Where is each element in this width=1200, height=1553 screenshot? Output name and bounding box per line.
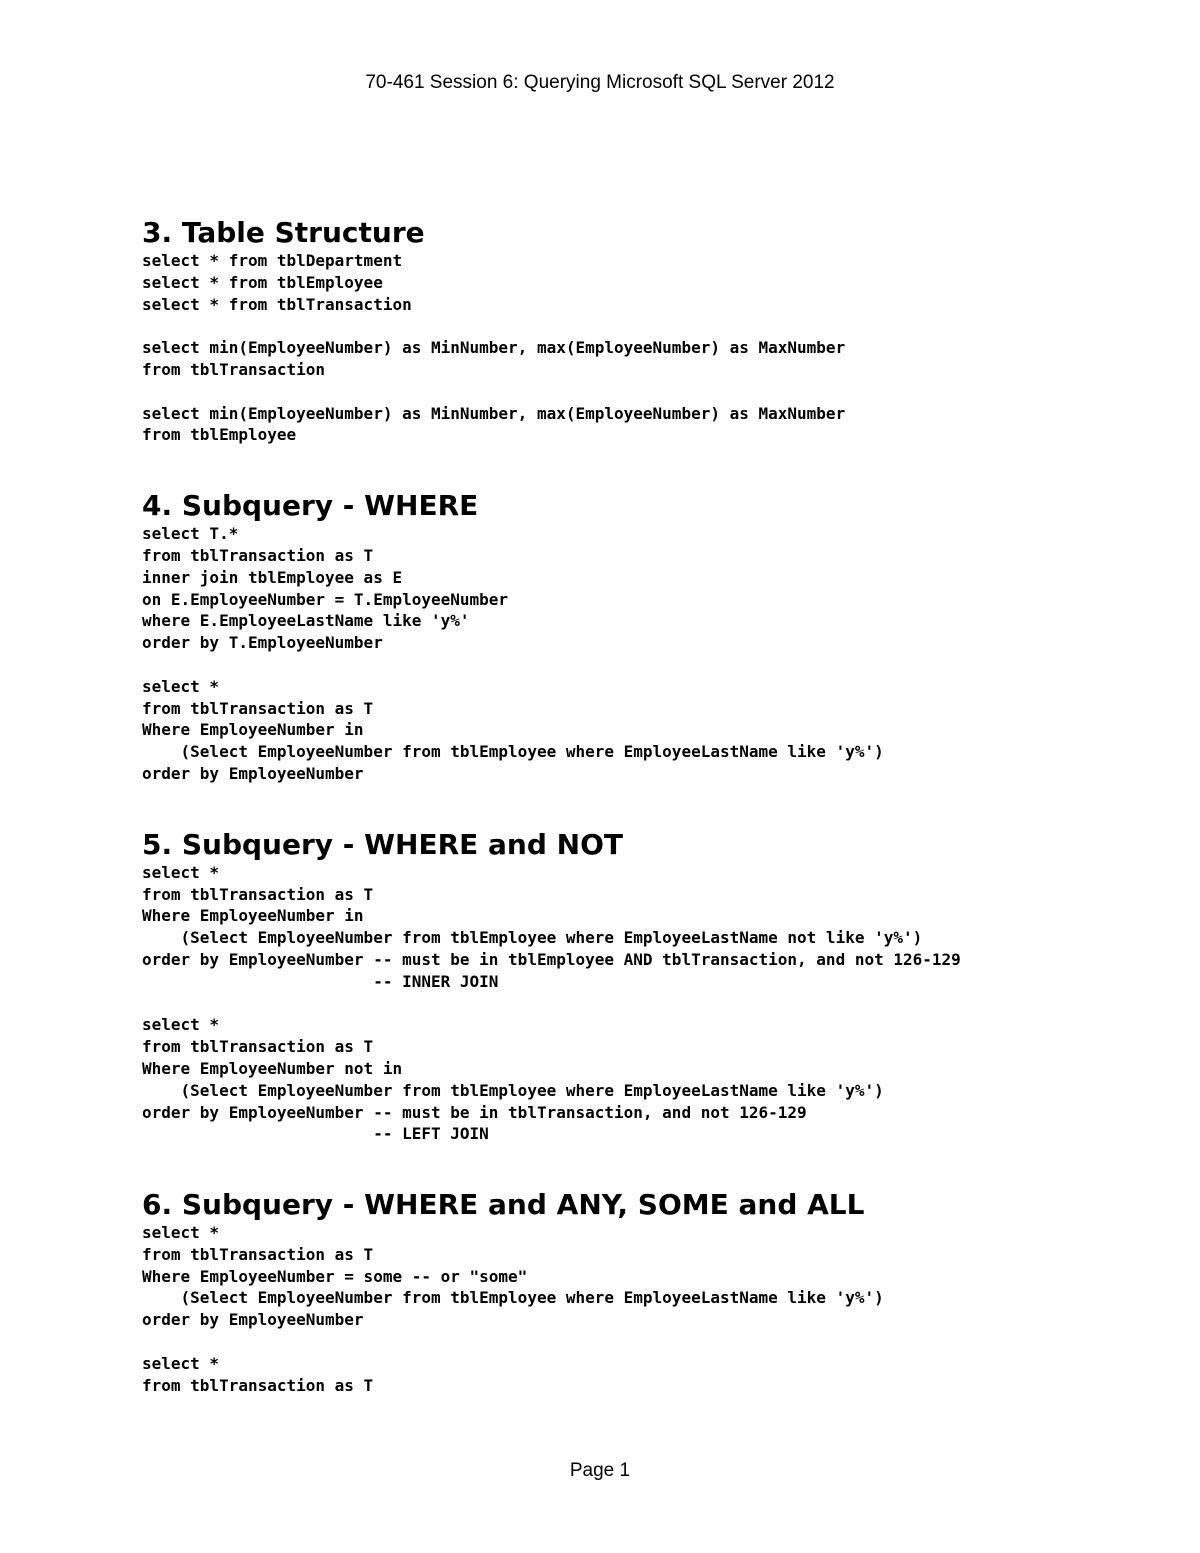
code-block — [142, 1222, 1142, 1331]
code-line: select * — [142, 1015, 220, 1035]
code-line: order by T.EmployeeNumber — [142, 633, 383, 653]
code-line: from tblTransaction as T — [142, 1375, 374, 1395]
page-header: 70-461 Session 6: Querying Microsoft SQL Server 2012 — [365, 72, 835, 93]
code-line: where E.EmployeeLastName like 'y%' — [142, 611, 470, 631]
code-line: order by EmployeeNumber -- must be in tblEmployee AND tblTransaction, and not 126-129 — [142, 949, 961, 969]
document-body — [142, 216, 1142, 1396]
code-line: (Select EmployeeNumber from tblEmployee where EmployeeLastName like 'y%') — [142, 1080, 884, 1100]
code-line: from tblTransaction as T — [142, 1037, 374, 1057]
code-block — [142, 403, 1142, 447]
code-line: select min(EmployeeNumber) as MinNumber, max(EmployeeNumber) as MaxNumber — [142, 338, 846, 358]
code-line: order by EmployeeNumber — [142, 763, 364, 783]
code-block — [142, 1014, 1142, 1145]
code-line: from tblTransaction as T — [142, 545, 374, 565]
code-line: order by EmployeeNumber — [142, 1310, 364, 1330]
section-subquery-where — [142, 489, 1142, 785]
section-heading: 4. Subquery - WHERE — [142, 489, 479, 523]
code-line: from tblTransaction as T — [142, 1244, 374, 1264]
code-line: select min(EmployeeNumber) as MinNumber, max(EmployeeNumber) as MaxNumber — [142, 403, 846, 423]
code-line: Where EmployeeNumber in — [142, 906, 364, 926]
code-block — [142, 676, 1142, 785]
code-line: select T.* — [142, 524, 239, 544]
code-line: Where EmployeeNumber = some -- or "some" — [142, 1266, 528, 1286]
section-table-structure — [142, 216, 1142, 446]
code-line: (Select EmployeeNumber from tblEmployee where EmployeeLastName not like 'y%') — [142, 928, 923, 948]
code-line: from tblTransaction as T — [142, 884, 374, 904]
code-line: -- LEFT JOIN — [142, 1124, 489, 1144]
section-heading: 3. Table Structure — [142, 216, 425, 249]
code-line: (Select EmployeeNumber from tblEmployee where EmployeeLastName like 'y%') — [142, 742, 884, 762]
code-line: (Select EmployeeNumber from tblEmployee where EmployeeLastName like 'y%') — [142, 1288, 884, 1308]
code-line: Where EmployeeNumber in — [142, 720, 364, 740]
code-block — [142, 862, 1142, 993]
code-line: Where EmployeeNumber not in — [142, 1058, 403, 1078]
code-line: select * — [142, 1223, 220, 1243]
code-line: from tblTransaction — [142, 359, 326, 379]
code-line: -- INNER JOIN — [142, 971, 499, 991]
code-line: select * from tblEmployee — [142, 272, 383, 292]
section-subquery-any-some-all — [142, 1188, 1142, 1396]
code-line: select * — [142, 1353, 220, 1373]
code-line: select * — [142, 676, 220, 696]
page-footer: Page 1 — [569, 1460, 631, 1481]
code-block — [142, 523, 1142, 654]
code-line: from tblTransaction as T — [142, 698, 374, 718]
section-subquery-where-not — [142, 828, 1142, 1145]
code-block — [142, 250, 1142, 315]
code-line: select * — [142, 862, 220, 882]
code-line: on E.EmployeeNumber = T.EmployeeNumber — [142, 589, 509, 609]
code-line: inner join tblEmployee as E — [142, 567, 403, 587]
section-heading: 6. Subquery - WHERE and ANY, SOME and ALL — [142, 1188, 865, 1222]
code-line: order by EmployeeNumber -- must be in tblTransaction, and not 126-129 — [142, 1102, 807, 1122]
section-heading: 5. Subquery - WHERE and NOT — [142, 827, 623, 861]
code-line: select * from tblDepartment — [142, 251, 403, 270]
code-block — [142, 1353, 1142, 1397]
code-line: from tblEmployee — [142, 425, 297, 445]
code-line: select * from tblTransaction — [142, 294, 412, 314]
code-block — [142, 337, 1142, 381]
